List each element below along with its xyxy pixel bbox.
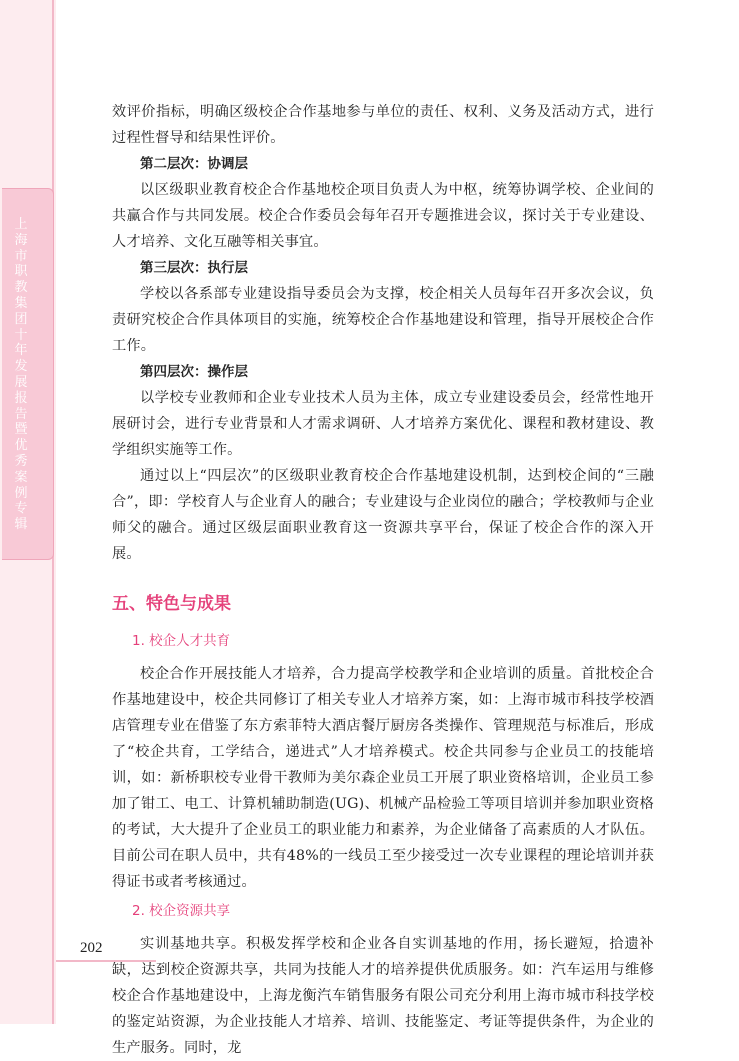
level-3-heading: 第三层次：执行层 [140,260,248,276]
summary-paragraph: 通过以上“四层次”的区级职业教育校企合作基地建设机制，达到校企间的“三融合”，即：学校育人与企业育人的融合；专业建设与企业岗位的融合；学校教师与企业师父的融合。通过区级层面职业教育这一资源共享平台，保证了校企合作的深入开展。 [112,468,654,562]
level-2-text: 以区级职业教育校企合作基地校企项目负责人为中枢，统筹协调学校、企业间的共赢合作与共同发展。校企合作委员会每年召开专题推进会议，探讨关于专业建设、人才培养、文化互融等相关事宜。 [112,182,654,250]
subsection-2-title: 2. 校企资源共享 [132,903,231,919]
intro-paragraph: 效评价指标，明确区级校企合作基地参与单位的责任、权利、义务及活动方式，进行过程性督导和结果性评价。 [112,104,654,146]
side-tab [2,188,54,560]
section-title: 五、特色与成果 [112,594,231,614]
level-2-heading: 第二层次：协调层 [140,156,248,172]
footer-line [56,960,156,962]
page-number: 202 [80,940,103,956]
subsection-2-text: 实训基地共享。积极发挥学校和企业各自实训基地的作用，扬长避短，拾遗补缺，达到校企资源共享，共同为技能人才的培养提供优质服务。如：汽车运用与维修校企合作基地建设中，上海龙衡汽车销售服务有限公司充分利用上海市城市科技学校的鉴定站资源，为企业技能人才培养、培训、技能鉴定、考证等提供条件，为企业的生产服务。同时，龙 [112,936,654,1056]
subsection-1-text: 校企合作开展技能人才培养，合力提高学校教学和企业培训的质量。首批校企合作基地建设中，校企共同修订了相关专业人才培养方案，如：上海市城市科技学校酒店管理专业在借鉴了东方索菲特大酒店餐厅厨房各类操作、管理规范与标准后，形成了“校企共育，工学结合，递进式”人才培养模式。校企共同参与企业员工的技能培训，如：新桥职校专业骨干教师为美尔森企业员工开展了职业资格培训，企业员工参加了钳工、电工、计算机辅助制造(UG)、机械产品检验工等项目培训并参加职业资格的考试，大大提升了企业员工的职业能力和素养，为企业储备了高素质的人才队伍。目前公司在职人员中，共有48%的一线员工至少接受过一次专业课程的理论培训并获得证书或者考核通过。 [112,666,654,890]
page-content [112,99,654,1061]
subsection-1-title: 1. 校企人才共育 [132,633,231,649]
side-tab-title: 上海市职教集团十年发展报告暨优秀案例专辑 [14,217,28,533]
level-3-text: 学校以各系部专业建设指导委员会为支撑，校企相关人员每年召开多次会议，负责研究校企合作具体项目的实施，统筹校企合作基地建设和管理，指导开展校企合作工作。 [112,286,654,354]
level-4-text: 以学校专业教师和企业专业技术人员为主体，成立专业建设委员会，经常性地开展研讨会，进行专业背景和人才需求调研、人才培养方案优化、课程和教材建设、教学组织实施等工作。 [112,390,654,458]
level-4-heading: 第四层次：操作层 [140,364,248,380]
